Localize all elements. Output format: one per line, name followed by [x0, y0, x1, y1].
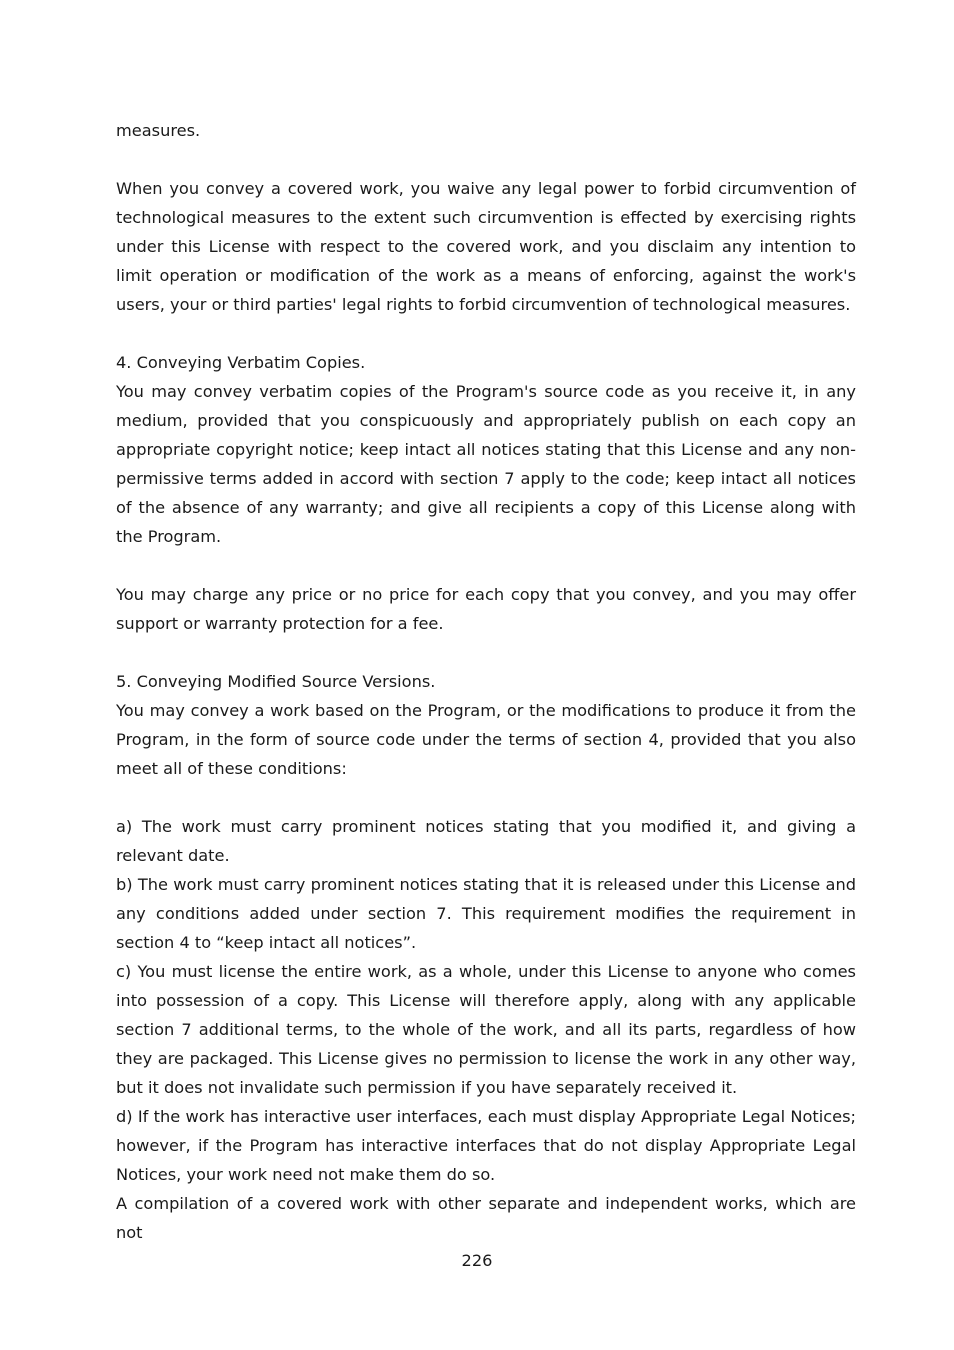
section-heading-4: 4. Conveying Verbatim Copies. — [116, 353, 366, 372]
paragraph-continuation: measures. — [116, 121, 201, 140]
paragraph-spacer — [116, 783, 856, 812]
section-heading-5: 5. Conveying Modified Source Versions. — [116, 672, 436, 691]
page-number: 226 — [461, 1251, 493, 1270]
paragraph-charge-price: You may charge any price or no price for each copy that you convey, and you may offer support or warranty protection for a fee. — [116, 585, 856, 633]
condition-c: c) You must license the entire work, as a whole, under this License to anyone who comes into possession of a copy. This License will therefore apply, along with any applicable section 7 additional terms, to the whole of the work, and all its parts, regardless of how they are packaged. This License gives no permission to license the work in any other way, but it does not invalidate such permission if you have separately received it. — [116, 962, 856, 1097]
paragraph-compilation: A compilation of a covered work with other separate and independent works, which are not — [116, 1194, 856, 1242]
paragraph-verbatim-copies: You may convey verbatim copies of the Program's source code as you receive it, in any medium, provided that you conspicuously and appropriately publish on each copy an appropriate copyright notice; keep intact all notices stating that this License and any non-permissive terms added in accord with section 7 apply to the code; keep intact all notices of the absence of any warranty; and give all recipients a copy of this License along with the Program. — [116, 382, 856, 546]
page-body — [116, 116, 856, 1247]
paragraph-spacer — [116, 145, 856, 174]
paragraph-spacer — [116, 319, 856, 348]
paragraph-spacer — [116, 551, 856, 580]
paragraph-modified-source: You may convey a work based on the Program, or the modifications to produce it from the Program, in the form of source code under the terms of section 4, provided that you also meet all of these conditions: — [116, 701, 856, 778]
condition-a: a) The work must carry prominent notices stating that you modified it, and giving a relevant date. — [116, 817, 856, 865]
condition-d: d) If the work has interactive user interfaces, each must display Appropriate Legal Notices; however, if the Program has interactive interfaces that do not display Appropriate Legal Notices, your work need not make them do so. — [116, 1107, 856, 1184]
paragraph-circumvention: When you convey a covered work, you waive any legal power to forbid circumvention of technological measures to the extent such circumvention is effected by exercising rights under this License with respect to the covered work, and you disclaim any intention to limit operation or modification of the work as a means of enforcing, against the work's users, your or third parties' legal rights to forbid circumvention of technological measures. — [116, 179, 856, 314]
condition-b: b) The work must carry prominent notices stating that it is released under this License and any conditions added under section 7. This requirement modifies the requirement in section 4 to “keep intact all notices”. — [116, 875, 856, 952]
paragraph-spacer — [116, 638, 856, 667]
